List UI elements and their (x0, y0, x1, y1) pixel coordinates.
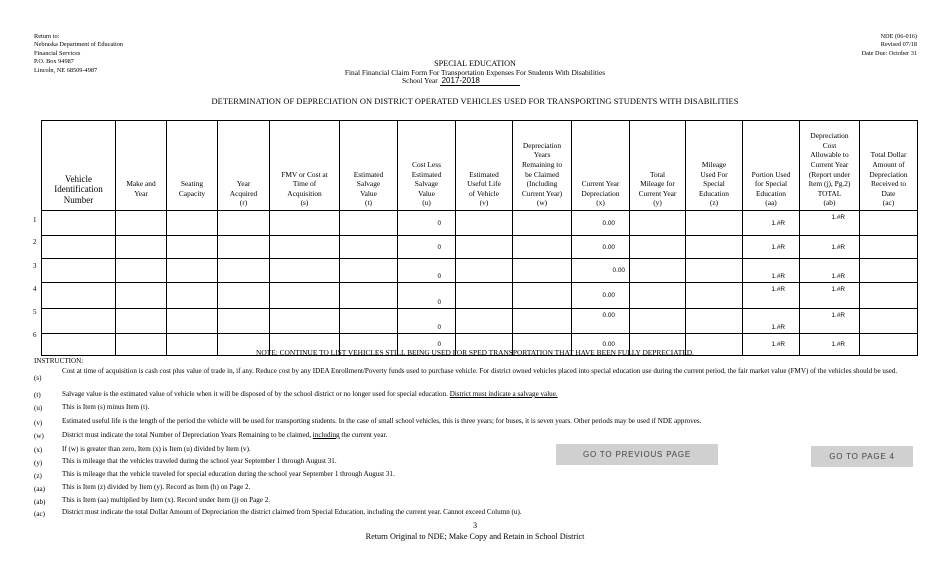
return-line-1: Nebraska Department of Education (34, 41, 123, 49)
allowable-cost-cell: 1.#R (800, 211, 860, 236)
total-received-cell[interactable] (860, 258, 918, 282)
useful-life-cell[interactable] (456, 211, 513, 236)
total-mileage-cell[interactable] (630, 258, 686, 282)
portion-used-cell: 1.#R (743, 333, 800, 355)
total-mileage-cell[interactable] (630, 283, 686, 308)
year-acquired-cell[interactable] (218, 211, 270, 236)
due-date: Date Due: October 31 (861, 49, 917, 57)
instr-code-ac: (ac) (34, 510, 46, 518)
col-header-sped-mileage: Mileage Used For Special Education (z) (686, 121, 743, 211)
cost-less-salvage-cell: 0 (398, 258, 456, 282)
school-year-input[interactable]: 2017-2018 (440, 76, 520, 86)
portion-used-cell: 1.#R (743, 236, 800, 258)
years-remaining-cell[interactable] (513, 283, 572, 308)
year-acquired-cell[interactable] (218, 308, 270, 333)
row-number: 3 (33, 262, 37, 270)
make-year-cell[interactable] (116, 308, 167, 333)
sped-mileage-cell[interactable] (686, 211, 743, 236)
allowable-cost-cell: 1.#R (800, 333, 860, 355)
portion-used-cell: 1.#R (743, 308, 800, 333)
col-header-total-received: Total Dollar Amount of Depreciation Received to Date (ac) (860, 121, 918, 211)
salvage-required-note: District must indicate a salvage value. (449, 390, 558, 398)
table-row (42, 258, 918, 282)
current-depreciation-cell: 0.00 (572, 236, 630, 258)
school-year-label: School Year (402, 76, 438, 85)
current-depreciation-cell: 0.00 (572, 283, 630, 308)
fmv-cell[interactable] (270, 211, 340, 236)
vehicle-id-cell[interactable] (42, 283, 116, 308)
determination-heading: DETERMINATION OF DEPRECIATION ON DISTRICT OPERATED VEHICLES USED FOR TRANSPORTING STUDENTS WITH DISABILITIES (211, 97, 739, 106)
table-row (42, 283, 918, 308)
sped-mileage-cell[interactable] (686, 283, 743, 308)
instr-text-s: Cost at time of acquisition is cash cost plus value of trade in, if any. Reduce cost by any IDEA Enrollment/Poverty funds used to purchase vehicle. For district owned vehicles placed into special education use during the current period, the fair market value (FMV) of the vehicles should be used. (62, 367, 898, 375)
depreciation-table (41, 120, 918, 356)
col-header-vehicle-id: Vehicle Identification Number (42, 121, 116, 211)
allowable-cost-cell: 1.#R (800, 236, 860, 258)
make-year-cell[interactable] (116, 283, 167, 308)
portion-used-cell: 1.#R (743, 283, 800, 308)
row-number: 2 (33, 238, 37, 246)
seating-cell[interactable] (167, 308, 218, 333)
years-remaining-cell[interactable] (513, 211, 572, 236)
row-number: 6 (33, 331, 37, 339)
col-header-year-acquired: Year Acquired (r) (218, 121, 270, 211)
cost-less-salvage-cell: 0 (398, 333, 456, 355)
seating-cell[interactable] (167, 236, 218, 258)
total-mileage-cell[interactable] (630, 308, 686, 333)
col-header-fmv-cost: FMV or Cost at Time of Acquisition (s) (270, 121, 340, 211)
col-header-salvage-value: Estimated Salvage Value (t) (340, 121, 398, 211)
allowable-cost-cell: 1.#R (800, 283, 860, 308)
instr-code-w: (w) (34, 432, 44, 440)
table-row (42, 211, 918, 236)
allowable-cost-cell: 1.#R (800, 308, 860, 333)
including-emphasis: including (312, 431, 340, 439)
year-acquired-cell[interactable] (218, 236, 270, 258)
col-header-make-year: Make and Year (116, 121, 167, 211)
school-year (402, 76, 520, 86)
current-depreciation-cell: 0.00 (572, 333, 630, 355)
col-header-useful-life: Estimated Useful Life of Vehicle (v) (456, 121, 513, 211)
useful-life-cell[interactable] (456, 258, 513, 282)
sped-mileage-cell[interactable] (686, 258, 743, 282)
return-line-2: Financial Services (34, 49, 81, 57)
instr-code-u: (u) (34, 404, 43, 412)
instr-code-x: (x) (34, 446, 43, 454)
col-header-total-mileage: Total Mileage for Current Year (y) (630, 121, 686, 211)
instr-text-aa: This is Item (z) divided by Item (y). Record as Item (h) on Page 2. (62, 483, 251, 491)
col-header-portion-used: Portion Used for Special Education (aa) (743, 121, 800, 211)
make-year-cell[interactable] (116, 258, 167, 282)
col-header-cost-less-salvage: Cost Less Estimated Salvage Value (u) (398, 121, 456, 211)
seating-cell[interactable] (167, 283, 218, 308)
footer-return-text: Return Original to NDE; Make Copy and Retain in School District (365, 532, 585, 541)
vehicle-id-cell[interactable] (42, 236, 116, 258)
instr-text-u: This is Item (s) minus Item (t). (62, 403, 150, 411)
revised-date: Revised 07/18 (880, 41, 917, 49)
previous-page-button[interactable]: GO TO PREVIOUS PAGE (556, 444, 718, 465)
page-number: 3 (472, 521, 478, 530)
useful-life-cell[interactable] (456, 308, 513, 333)
cost-less-salvage-cell: 0 (398, 211, 456, 236)
fmv-cell[interactable] (270, 308, 340, 333)
instr-code-aa: (aa) (34, 485, 46, 493)
table-note: NOTE: CONTINUE TO LIST VEHICLES STILL BEING USED FOR SPED TRANSPORTATION THAT HAVE BEEN FULLY DEPRECIATED. (256, 348, 694, 357)
instr-text-y: This is mileage that the vehicles traveled during the school year September 1 through August 31. (62, 457, 337, 465)
instr-code-ab: (ab) (34, 498, 46, 506)
vehicle-id-cell[interactable] (42, 211, 116, 236)
instr-text-w: District must indicate the total Number of Depreciation Years Remaining to be claimed, including the current year. (62, 431, 388, 439)
col-header-current-depreciation: Current Year Depreciation (x) (572, 121, 630, 211)
instr-text-x: If (w) is greater than zero, Item (x) is Item (u) divided by Item (v). (62, 445, 251, 453)
salvage-cell[interactable] (340, 258, 398, 282)
table-row (42, 236, 918, 258)
seating-cell[interactable] (167, 211, 218, 236)
portion-used-cell: 1.#R (743, 211, 800, 236)
fmv-cell[interactable] (270, 283, 340, 308)
instr-text-t: Salvage value is the estimated value of vehicle when it will be disposed of by the school district or no longer used for special education. District must indicate a salvage value. (62, 390, 558, 398)
years-remaining-cell[interactable] (513, 308, 572, 333)
instructions-heading: INSTRUCTION: (34, 357, 84, 365)
form-subtitle: Final Financial Claim Form For Transportation Expenses For Students With Disabilities (344, 68, 606, 77)
current-depreciation-cell: 0.00 (572, 308, 630, 333)
useful-life-cell[interactable] (456, 236, 513, 258)
instr-text-ac: District must indicate the total Dollar Amount of Depreciation the district claimed from Special Education, including the current year. Cannot exceed Column (u). (62, 508, 522, 516)
total-mileage-cell[interactable] (630, 236, 686, 258)
total-received-cell[interactable] (860, 236, 918, 258)
cost-less-salvage-cell: 0 (398, 283, 456, 308)
fmv-cell[interactable] (270, 236, 340, 258)
col-header-allowable-cost: Depreciation Cost Allowable to Current Year (Report under Item (j), Pg.2) TOTAL (ab) (800, 121, 860, 211)
year-acquired-cell[interactable] (218, 283, 270, 308)
salvage-cell[interactable] (340, 211, 398, 236)
years-remaining-cell[interactable] (513, 258, 572, 282)
return-to-label: Return to: (34, 33, 60, 40)
row-number: 4 (33, 285, 37, 293)
total-received-cell[interactable] (860, 283, 918, 308)
instr-code-y: (y) (34, 459, 43, 467)
col-header-years-remaining: Depreciation Years Remaining to be Claimed (Including Current Year) (w) (513, 121, 572, 211)
form-number: NDE (06-016) (880, 33, 917, 40)
make-year-cell[interactable] (116, 211, 167, 236)
vehicle-id-cell[interactable] (42, 308, 116, 333)
return-line-3: P.O. Box 94987 (34, 58, 74, 66)
allowable-cost-cell: 1.#R (800, 258, 860, 282)
instr-code-z: (z) (34, 472, 42, 480)
useful-life-cell[interactable] (456, 283, 513, 308)
make-year-cell[interactable] (116, 236, 167, 258)
instr-code-v: (v) (34, 419, 43, 427)
cost-less-salvage-cell: 0 (398, 308, 456, 333)
instr-code-t: (t) (34, 391, 41, 399)
form-title: SPECIAL EDUCATION (434, 59, 516, 68)
vehicle-id-cell[interactable] (42, 258, 116, 282)
return-line-4: Lincoln, NE 68509-4987 (34, 66, 98, 74)
instr-text-ab: This is Item (aa) multiplied by Item (x). Record under Item (j) on Page 2. (62, 496, 271, 504)
total-received-cell[interactable] (860, 211, 918, 236)
table-row (42, 308, 918, 333)
salvage-cell[interactable] (340, 236, 398, 258)
next-page-button[interactable]: GO TO PAGE 4 (811, 446, 913, 467)
instr-text-z: This is mileage that the vehicle traveled for special education during the school year September 1 through August 31. (62, 470, 395, 478)
instr-code-s: (s) (34, 374, 42, 382)
year-acquired-cell[interactable] (218, 258, 270, 282)
portion-used-cell: 1.#R (743, 258, 800, 282)
years-remaining-cell[interactable] (513, 236, 572, 258)
current-depreciation-cell: 0.00 (572, 211, 630, 236)
total-mileage-cell[interactable] (630, 211, 686, 236)
col-header-seating-capacity: Seating Capacity (167, 121, 218, 211)
row-number: 1 (33, 216, 37, 224)
current-depreciation-cell: 0.00 (572, 258, 630, 282)
sped-mileage-cell[interactable] (686, 308, 743, 333)
salvage-cell[interactable] (340, 308, 398, 333)
fmv-cell[interactable] (270, 258, 340, 282)
cost-less-salvage-cell: 0 (398, 236, 456, 258)
salvage-cell[interactable] (340, 283, 398, 308)
form-info (862, 33, 917, 58)
instr-text-v: Estimated useful life is the length of the period the vehicle will be used for transporting students. In the case of small school vehicles, this is three years; for buses, it is seven years. Other periods may be used if NDE approves. (62, 417, 702, 425)
row-number: 5 (33, 308, 37, 316)
total-received-cell[interactable] (860, 308, 918, 333)
seating-cell[interactable] (167, 258, 218, 282)
sped-mileage-cell[interactable] (686, 236, 743, 258)
